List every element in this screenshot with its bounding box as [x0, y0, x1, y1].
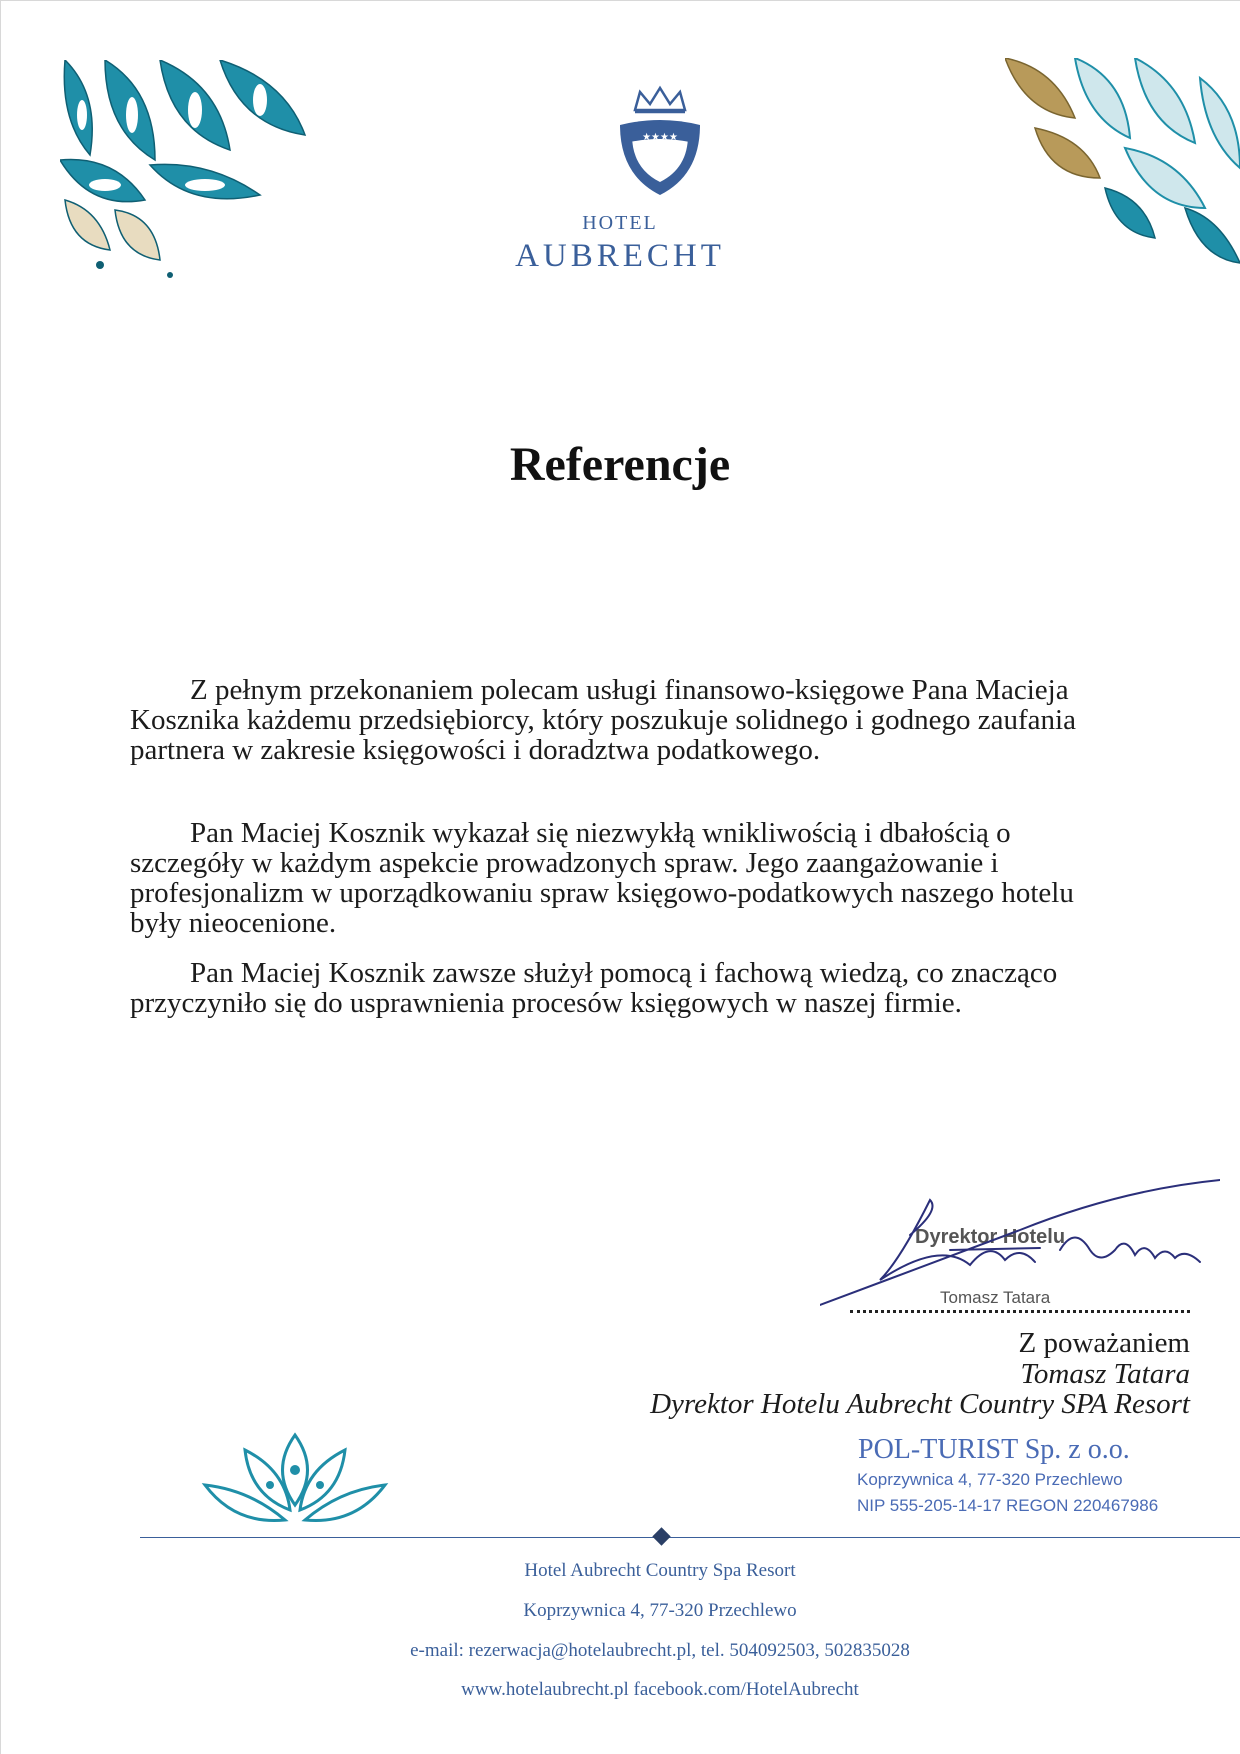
paragraph-text: Z pełnym przekonaniem polecam usługi finansowo-księgowe Pana Macieja Kosznika każdemu przedsiębiorcy, który poszukuje solidnego i godnego zaufania partnera w zakresie księgowości i doradztwa podatkowego.	[130, 674, 1076, 766]
company-stamp-ids: NIP 555-205-14-17 REGON 220467986	[857, 1496, 1159, 1515]
closing-greeting: Z poważaniem	[1018, 1327, 1190, 1359]
closing-signer-position: Dyrektor Hotelu Aubrecht Country SPA Resort	[650, 1388, 1190, 1420]
floral-ornament-bottom-left	[200, 1430, 390, 1535]
stamp-title: Dyrektor Hotelu	[915, 1226, 1066, 1248]
body-paragraph-3	[130, 958, 1120, 1018]
hotel-crest-logo	[610, 80, 710, 200]
footer-hotel-name: Hotel Aubrecht Country Spa Resort	[524, 1560, 796, 1581]
footer-contact[interactable]: e-mail: rezerwacja@hotelaubrecht.pl, tel. 504092503, 502835028	[410, 1640, 910, 1661]
footer-address: Koprzywnica 4, 77-320 Przechlewo	[523, 1600, 797, 1621]
body-paragraph-1	[130, 675, 1120, 765]
hotel-name-small: HOTEL	[582, 212, 658, 234]
hotel-name-large: AUBRECHT	[515, 238, 725, 274]
closing-signer-name: Tomasz Tatara	[1020, 1358, 1190, 1390]
footer-web-links[interactable]: www.hotelaubrecht.pl facebook.com/HotelAubrecht	[461, 1679, 859, 1700]
stamp-name: Tomasz Tatara	[940, 1288, 1051, 1307]
company-stamp-address: Koprzywnica 4, 77-320 Przechlewo	[857, 1470, 1123, 1489]
footer-divider	[140, 1537, 1240, 1538]
handwritten-signature	[820, 1170, 1220, 1310]
scan-edge-top	[0, 0, 1240, 1]
svg-text:★★★★: ★★★★	[642, 132, 678, 143]
diamond-ornament	[652, 1527, 670, 1545]
body-paragraph-2	[130, 818, 1120, 938]
floral-ornament-top-right	[1005, 58, 1240, 268]
signature-dotted-line	[850, 1310, 1190, 1313]
paragraph-text: Pan Maciej Kosznik wykazał się niezwykłą wnikliwością i dbałością o szczegóły w każdym aspekcie prowadzonych spraw. Jego zaangażowanie i profesjonalizm w uporządkowaniu spraw księgowo-podatkowych naszego hotelu były nieocenione.	[130, 817, 1074, 939]
document-title: Referencje	[509, 438, 731, 491]
company-stamp-name: POL-TURIST Sp. z o.o.	[858, 1434, 1130, 1465]
paragraph-text: Pan Maciej Kosznik zawsze służył pomocą i fachową wiedzą, co znacząco przyczyniło się do usprawnienia procesów księgowych w naszej firmie.	[130, 957, 1058, 1019]
